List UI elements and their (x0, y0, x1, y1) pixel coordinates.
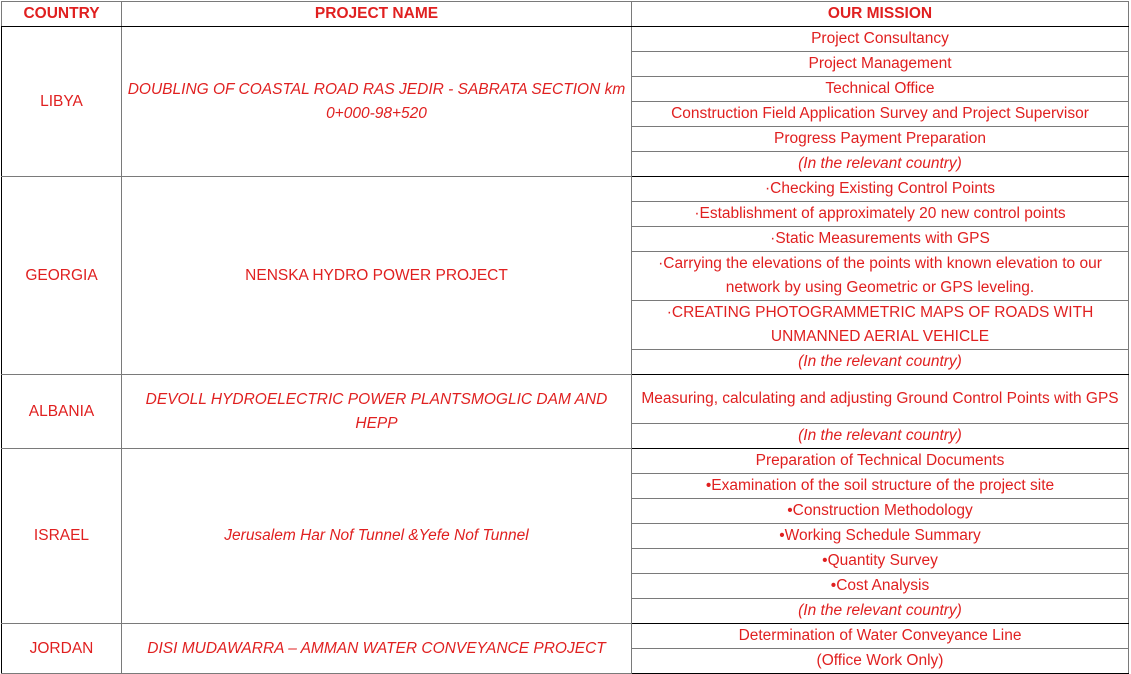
country-cell: JORDAN (2, 624, 122, 674)
mission-cell: Project Consultancy (632, 27, 1129, 52)
project-name-cell: Jerusalem Har Nof Tunnel &Yefe Nof Tunnel (122, 449, 632, 624)
country-cell: LIBYA (2, 27, 122, 177)
header-our-mission: OUR MISSION (632, 2, 1129, 27)
mission-cell: ·Checking Existing Control Points (632, 177, 1129, 202)
mission-cell: ·CREATING PHOTOGRAMMETRIC MAPS OF ROADS WITH UNMANNED AERIAL VEHICLE (632, 301, 1129, 350)
table-body (2, 27, 1129, 674)
mission-cell: Determination of Water Conveyance Line (632, 624, 1129, 649)
mission-cell: (In the relevant country) (632, 424, 1129, 449)
mission-cell: Measuring, calculating and adjusting Ground Control Points with GPS (632, 375, 1129, 424)
mission-cell: Construction Field Application Survey and Project Supervisor (632, 102, 1129, 127)
table-row (2, 449, 1129, 474)
project-name-cell: DOUBLING OF COASTAL ROAD RAS JEDIR - SABRATA SECTION km 0+000-98+520 (122, 27, 632, 177)
country-cell: ALBANIA (2, 375, 122, 449)
mission-cell: ·Static Measurements with GPS (632, 227, 1129, 252)
mission-cell: •Construction Methodology (632, 499, 1129, 524)
mission-cell: Preparation of Technical Documents (632, 449, 1129, 474)
mission-cell: (In the relevant country) (632, 152, 1129, 177)
project-name-cell: DISI MUDAWARRA – AMMAN WATER CONVEYANCE PROJECT (122, 624, 632, 674)
table-row (2, 27, 1129, 52)
header-project-name: PROJECT NAME (122, 2, 632, 27)
table-row (2, 177, 1129, 202)
table-row (2, 375, 1129, 424)
mission-cell: ·Establishment of approximately 20 new control points (632, 202, 1129, 227)
header-row (2, 2, 1129, 27)
table-row (2, 624, 1129, 649)
projects-table (1, 1, 1129, 674)
mission-cell: •Quantity Survey (632, 549, 1129, 574)
mission-cell: Project Management (632, 52, 1129, 77)
mission-cell: •Working Schedule Summary (632, 524, 1129, 549)
mission-cell: (In the relevant country) (632, 599, 1129, 624)
mission-cell: ·Carrying the elevations of the points with known elevation to our network by using Geometric or GPS leveling. (632, 252, 1129, 301)
mission-cell: Progress Payment Preparation (632, 127, 1129, 152)
mission-cell: •Cost Analysis (632, 574, 1129, 599)
country-cell: ISRAEL (2, 449, 122, 624)
mission-cell: •Examination of the soil structure of the project site (632, 474, 1129, 499)
mission-cell: (In the relevant country) (632, 350, 1129, 375)
header-country: COUNTRY (2, 2, 122, 27)
project-name-cell: DEVOLL HYDROELECTRIC POWER PLANTSMOGLIC DAM AND HEPP (122, 375, 632, 449)
mission-cell: (Office Work Only) (632, 649, 1129, 674)
project-name-cell: NENSKA HYDRO POWER PROJECT (122, 177, 632, 375)
mission-cell: Technical Office (632, 77, 1129, 102)
country-cell: GEORGIA (2, 177, 122, 375)
